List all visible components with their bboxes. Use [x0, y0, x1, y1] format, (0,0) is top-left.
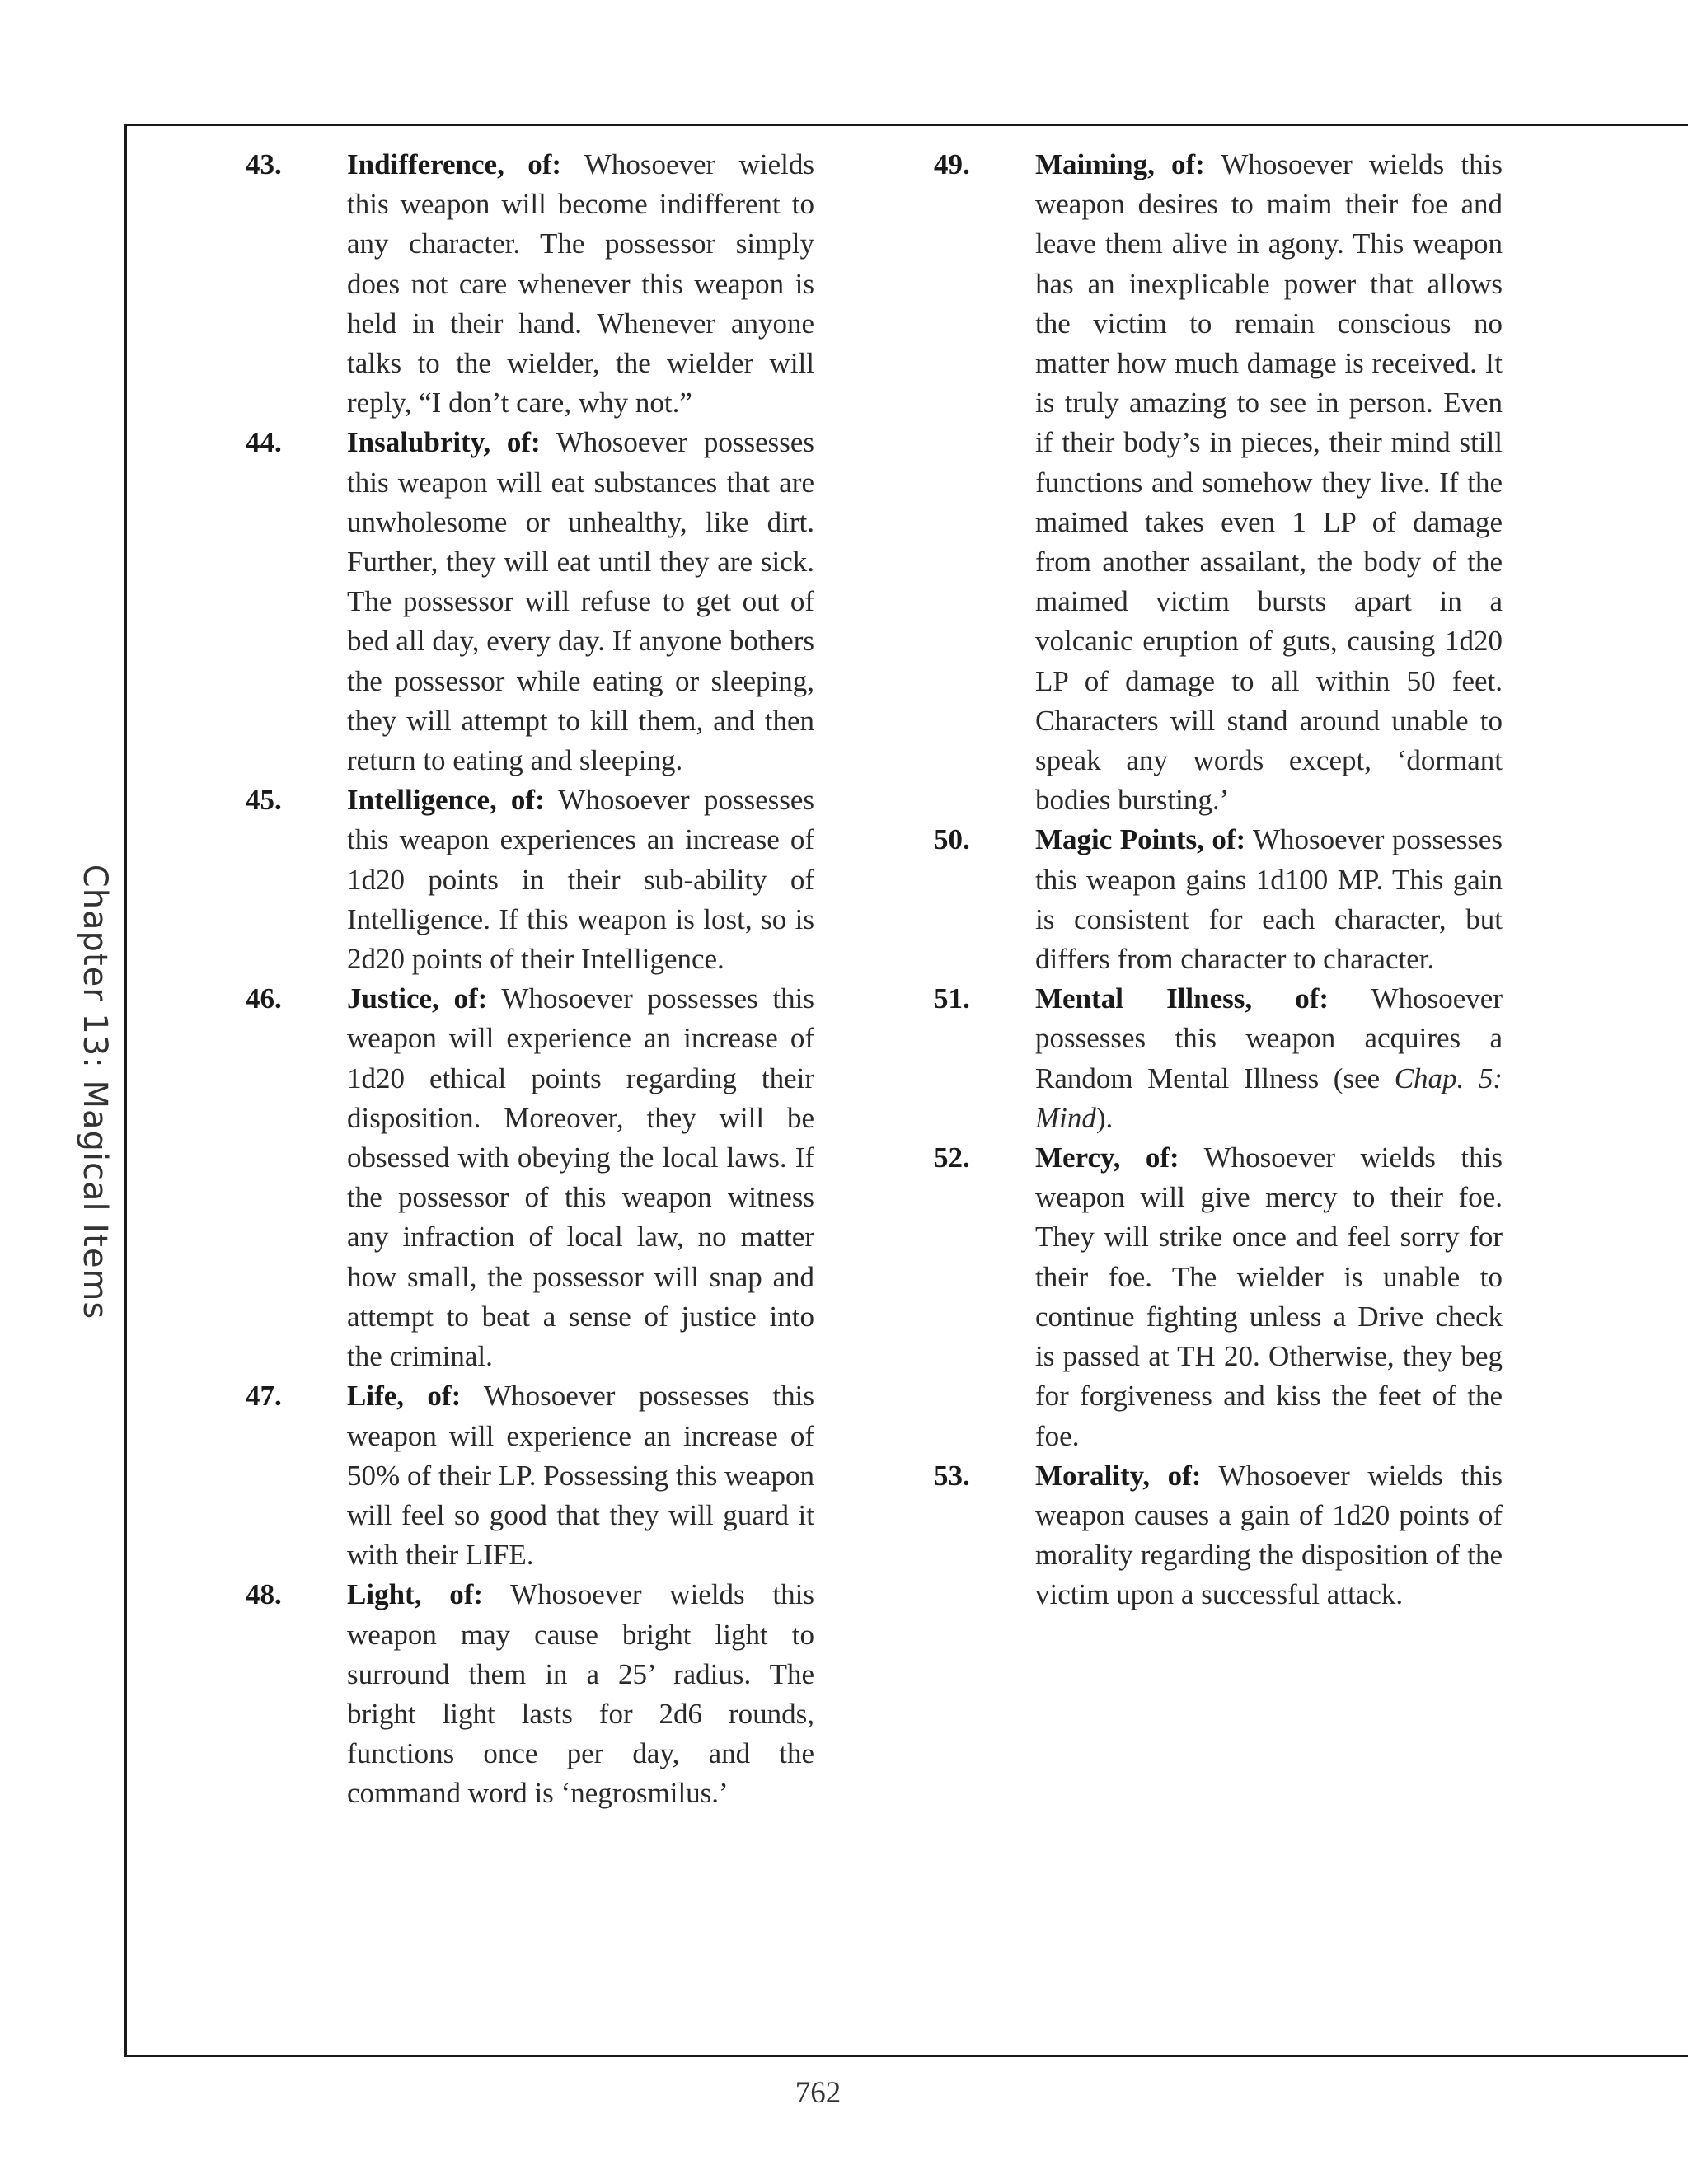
entry-number: 44.	[246, 426, 282, 459]
entry-reference-italic: Chap. 5: Mind	[1035, 1062, 1503, 1134]
entry-body	[1035, 1456, 1503, 1615]
entry-body	[347, 780, 814, 979]
entry-body	[1035, 820, 1503, 979]
entry-text: Whosoever wields this weapon causes a gain of 1d20 points of morality regarding the disposition of the victim upon a successful attack.	[1035, 1459, 1503, 1611]
entry-body	[347, 423, 814, 780]
entry-45	[246, 780, 814, 979]
entry-text: Whosoever possesses this weapon experiences an increase of 1d20 points in their sub-ability of Intelligence. If this weapon is lost, so is 2d20 points of their Intelligence.	[347, 784, 815, 976]
entry-44	[246, 423, 814, 780]
entry-text: Whosoever possesses this weapon will experience an increase of 1d20 ethical points regarding their disposition. Moreover, they will be obsessed with obeying the local laws. If the possessor of this weapon witness any infraction of local law, no matter how small, the possessor will snap and attempt to beat a sense of justice into the criminal.	[347, 982, 814, 1373]
entry-43	[246, 145, 814, 423]
entry-number: 51.	[934, 982, 970, 1015]
chapter-label: Chapter 13: Magical Items	[76, 864, 114, 1320]
entry-number: 46.	[246, 982, 282, 1015]
entry-number: 52.	[934, 1141, 970, 1174]
entry-body	[347, 1575, 814, 1813]
entry-term: Mercy, of:	[1035, 1141, 1179, 1174]
page-number: 762	[795, 2076, 842, 2110]
entry-term: Insalubrity, of:	[347, 426, 541, 459]
entry-term: Morality, of:	[1035, 1459, 1202, 1492]
entry-50	[934, 820, 1503, 979]
entry-body	[347, 979, 814, 1376]
entry-body	[1035, 979, 1503, 1138]
entry-53	[934, 1456, 1503, 1615]
entry-48	[246, 1575, 814, 1813]
entry-46	[246, 979, 814, 1376]
entry-47	[246, 1376, 814, 1575]
entry-body	[1035, 1138, 1503, 1456]
left-column	[246, 145, 814, 1814]
entry-text: Whosoever wields this weapon will give mercy to their foe. They will strike once and feel sorry for their foe. The wielder is unable to continue fighting unless a Drive check is passed at TH 20. Otherwise, they beg for forgiveness and kiss the feet of the foe.	[1035, 1141, 1503, 1452]
page-frame-bottom-rule	[124, 2055, 1688, 2057]
entry-number: 43.	[246, 148, 282, 180]
entry-number: 50.	[934, 823, 970, 856]
entry-body	[1035, 145, 1503, 820]
right-column	[934, 145, 1503, 1615]
entry-text: Whosoever possesses this weapon gains 1d100 MP. This gain is consistent for each character, but differs from character to character.	[1035, 823, 1503, 976]
entry-body	[347, 145, 814, 423]
entry-number: 53.	[934, 1459, 970, 1492]
entry-number: 48.	[246, 1578, 282, 1611]
entry-text: Whosoever wields this weapon will become indifferent to any character. The possessor simply does not care whenever this weapon is held in their hand. Whenever anyone talks to the wielder, the wielder will reply, “I don’t care, why not.”	[347, 148, 814, 419]
entry-51	[934, 979, 1503, 1138]
entry-term: Magic Points, of:	[1035, 823, 1246, 856]
entry-number: 49.	[934, 148, 970, 180]
entry-text: Whosoever possesses this weapon will eat substances that are unwholesome or unhealthy, like dirt. Further, they will eat until they are sick. The possessor will refuse to get out of bed all day, every day. If anyone bothers the possessor while eating or sleeping, they will attempt to kill them, and then return to eating and sleeping.	[347, 426, 815, 777]
entry-text: Whosoever wields this weapon may cause bright light to surround them in a 25’ radius. The bright light lasts for 2d6 rounds, functions once per day, and the command word is ‘negrosmilus.’	[347, 1578, 814, 1810]
entry-text: Whosoever wields this weapon desires to maim their foe and leave them alive in agony. This weapon has an inexplicable power that allows the victim to remain conscious no matter how much damage is received. It is truly amazing to see in person. Even if their body’s in pieces, their mind still functions and somehow they live. If the maimed takes even 1 LP of damage from another assailant, the body of the maimed victim bursts apart in a volcanic eruption of guts, causing 1d20 LP of damage to all within 50 feet. Characters will stand around unable to speak any words except, ‘dormant bodies bursting.’	[1035, 148, 1503, 817]
entry-term: Life, of:	[347, 1380, 462, 1413]
entry-term: Intelligence, of:	[347, 784, 545, 817]
entry-body	[347, 1376, 814, 1575]
entry-number: 45.	[246, 784, 282, 817]
entry-number: 47.	[246, 1380, 282, 1413]
entry-text-after: ).	[1095, 1101, 1114, 1134]
page-frame-top-rule	[124, 124, 1688, 126]
entry-term: Light, of:	[347, 1578, 484, 1611]
page-frame-left-rule	[124, 124, 127, 2056]
entry-52	[934, 1138, 1503, 1456]
entry-term: Maiming, of:	[1035, 148, 1205, 180]
entry-term: Justice, of:	[347, 982, 488, 1015]
entry-text: Whosoever possesses this weapon acquires a Random Mental Illness (see	[1035, 982, 1503, 1094]
entry-49	[934, 145, 1503, 820]
entry-text: Whosoever possesses this weapon will experience an increase of 50% of their LP. Possessing this weapon will feel so good that they will guard it with their LIFE.	[347, 1380, 814, 1572]
entry-term: Mental Illness, of:	[1035, 982, 1329, 1015]
entry-term: Indifference, of:	[347, 148, 562, 180]
